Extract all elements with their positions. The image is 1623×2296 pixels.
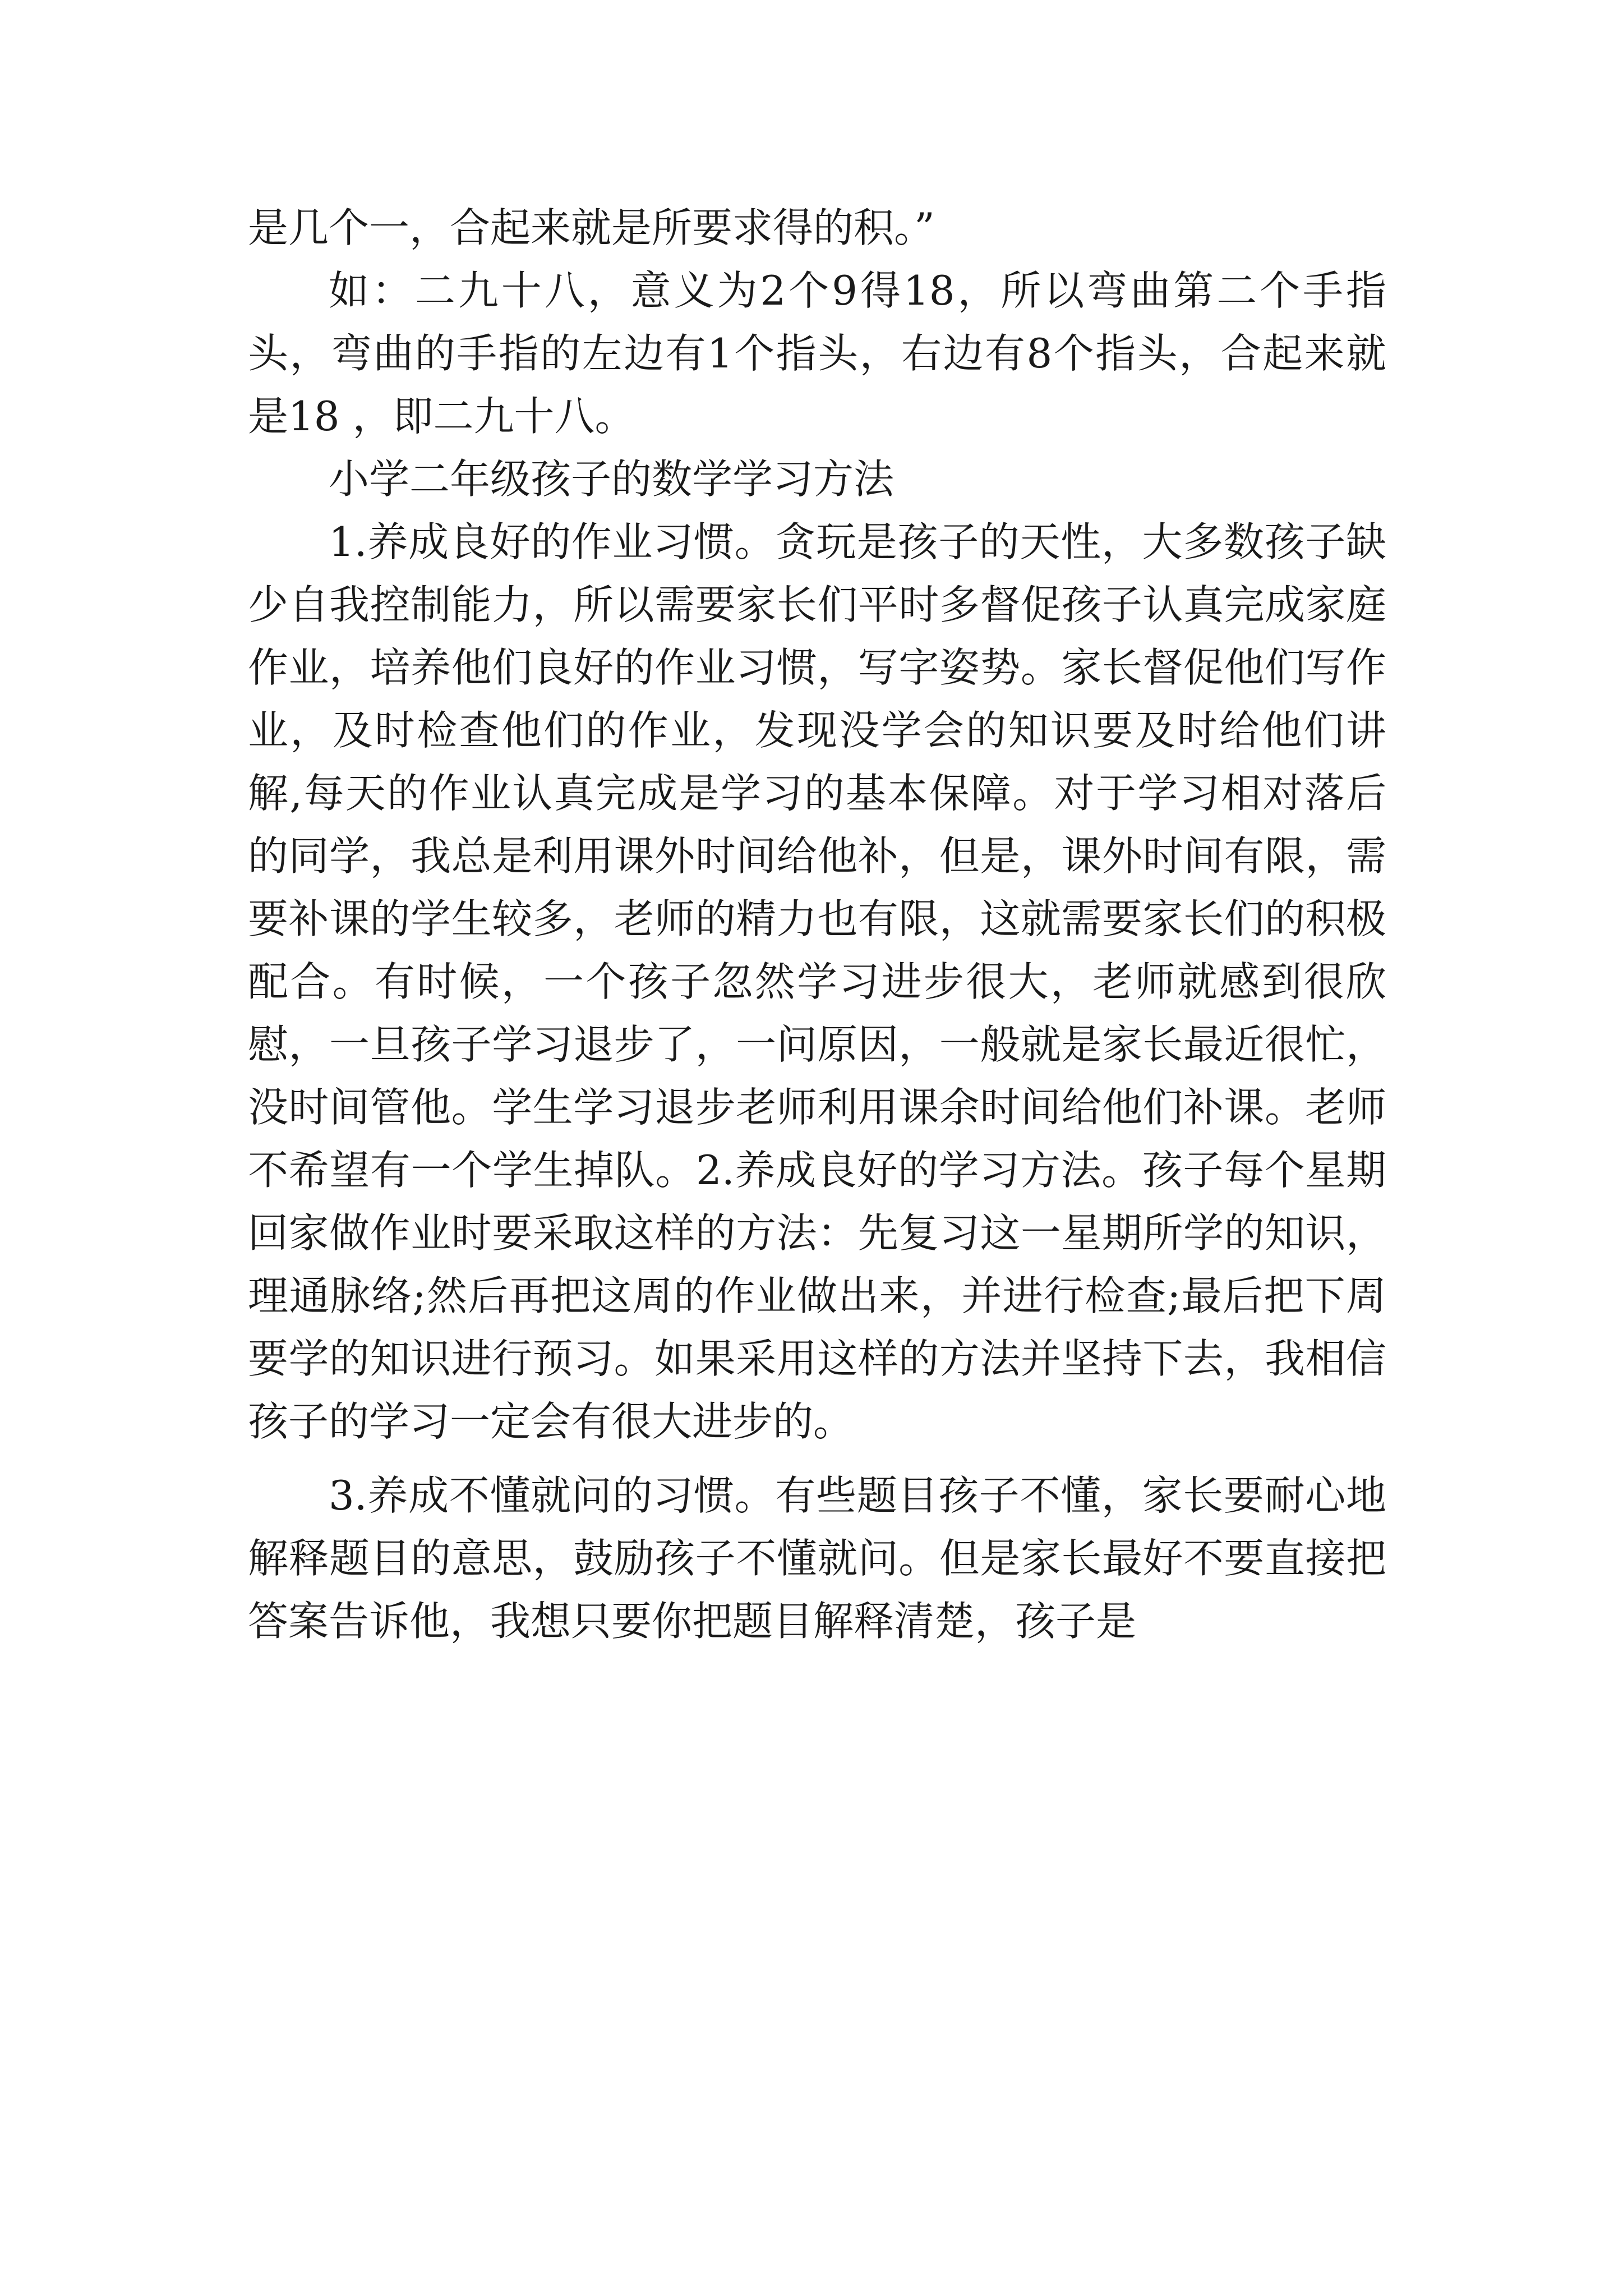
section-heading: 小学二年级孩子的数学学习方法: [329, 455, 895, 503]
paragraph-continuation: 是几个一，合起来就是所要求得的积。”: [248, 204, 935, 251]
body-text: [248, 196, 1386, 1653]
paragraph-habits: 1.养成良好的作业习惯。贪玩是孩子的天性，大多数孩子缺少自我控制能力，所以需要家长们平时多督促孩子认真完成家庭作业，培养他们良好的作业习惯，写字姿势。家长督促他们写作业，及时检查他们的作业，发现没学会的知识要及时给他们讲解,每天的作业认真完成是学习的基本保障。对于学习相对落后的同学，我总是利用课外时间给他补，但是，课外时间有限，需要补课的学生较多，老师的精力也有限，这就需要家长们的积极配合。有时候，一个孩子忽然学习进步很大，老师就感到很欣慰，一旦孩子学习退步了，一问原因，一般就是家长最近很忙，没时间管他。学生学习退步老师利用课余时间给他们补课。老师不希望有一个学生掉队。2.养成良好的学习方法。孩子每个星期回家做作业时要采取这样的方法：先复习这一星期所学的知识，理通脉络;然后再把这周的作业做出来，并进行检查;最后把下周要学的知识进行预习。如果采用这样的方法并坚持下去，我相信孩子的学习一定会有很大进步的。: [248, 518, 1386, 1445]
paragraph-ask-questions: 3.养成不懂就问的习惯。有些题目孩子不懂，家长要耐心地解释题目的意思，鼓励孩子不懂就问。但是家长最好不要直接把答案告诉他，我想只要你把题目解释清楚，孩子是: [248, 1472, 1386, 1645]
paragraph-example: 如：二九十八，意义为2个9得18，所以弯曲第二个手指头，弯曲的手指的左边有1个指头，右边有8个指头，合起来就是18 ，即二九十八。: [248, 267, 1386, 440]
